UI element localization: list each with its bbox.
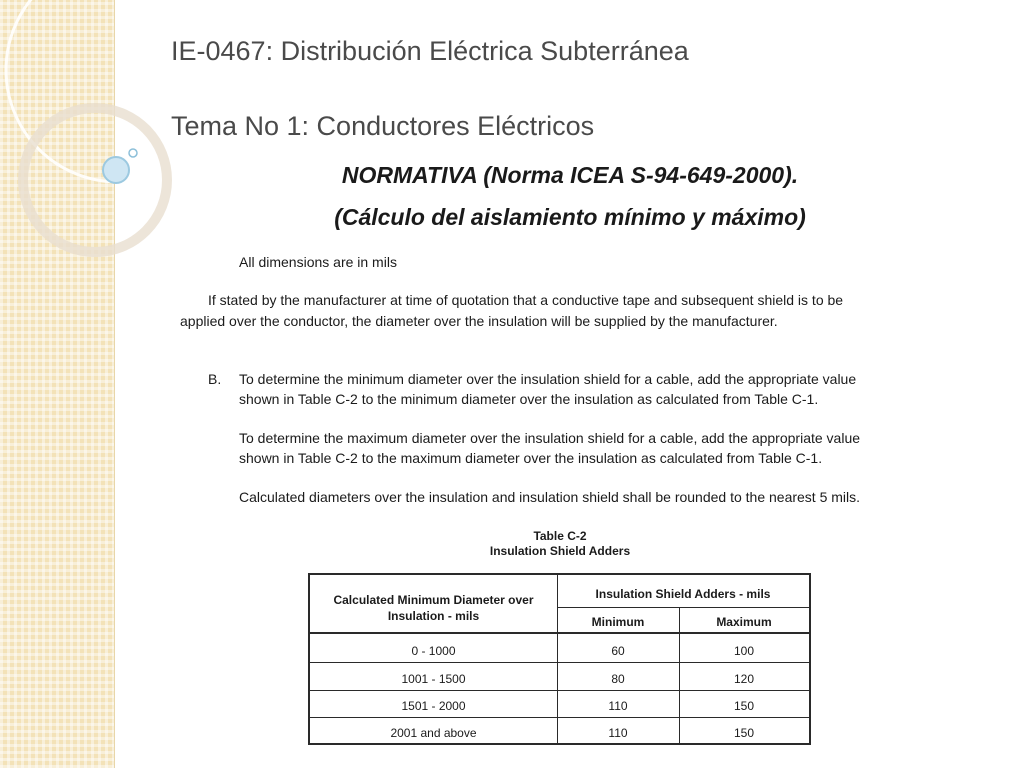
slide-title-course: IE-0467: Distribución Eléctrica Subterránea [171, 36, 689, 66]
table-caption-number: Table C-2 [533, 529, 587, 543]
cell-range: 1001 - 1500 [401, 672, 466, 686]
slide-title-topic: Tema No 1: Conductores Eléctricos [171, 111, 595, 141]
col-header-minimum: Minimum [591, 615, 645, 629]
cell-range: 0 - 1000 [411, 644, 456, 658]
col-header-maximum: Maximum [716, 615, 772, 629]
section-b-marker: B. [208, 371, 222, 387]
paragraph-b3: Calculated diameters over the insulation and insulation shield shall be rounded to the nearest 5 mils. [239, 489, 861, 505]
insulation-shield-adders-table [308, 573, 811, 745]
subtitle-calculo: (Cálculo del aislamiento mínimo y máximo) [334, 204, 806, 230]
paragraph-a-line2: applied over the conductor, the diameter over the insulation will be supplied by the manufacturer. [180, 313, 778, 329]
cell-minimum: 110 [608, 699, 628, 713]
cell-minimum: 60 [611, 644, 625, 658]
table-caption-title: Insulation Shield Adders [489, 544, 631, 558]
table-divider [557, 607, 809, 608]
cell-minimum: 110 [608, 726, 628, 740]
bubble-small-icon [129, 149, 137, 157]
all-dimensions-note: All dimensions are in mils [239, 254, 397, 270]
table-divider [310, 632, 809, 634]
cell-maximum: 120 [733, 672, 755, 686]
paragraph-b2-line1: To determine the maximum diameter over the insulation shield for a cable, add the appropriate value [239, 430, 861, 446]
cell-range: 1501 - 2000 [401, 699, 466, 713]
col-header-diameter-line1: Calculated Minimum Diameter over [333, 593, 534, 607]
col-header-diameter-line2: Insulation - mils [387, 609, 480, 623]
table-divider [310, 690, 809, 691]
paragraph-a-line1: If stated by the manufacturer at time of quotation that a conductive tape and subsequent shield is to be [208, 292, 844, 308]
cell-maximum: 150 [733, 699, 755, 713]
cell-range: 2001 and above [390, 726, 477, 740]
subtitle-normativa: NORMATIVA (Norma ICEA S-94-649-2000). [341, 162, 799, 188]
cell-maximum: 150 [733, 726, 755, 740]
group-header-adders: Insulation Shield Adders - mils [595, 587, 771, 601]
paragraph-b2-line2: shown in Table C-2 to the maximum diameter over the insulation as calculated from Table C-1. [239, 450, 823, 466]
paragraph-b1-line1: To determine the minimum diameter over the insulation shield for a cable, add the appropriate value [239, 371, 857, 387]
cell-minimum: 80 [611, 672, 625, 686]
table-divider [310, 662, 809, 663]
table-divider [310, 717, 809, 718]
paragraph-b1-line2: shown in Table C-2 to the minimum diameter over the insulation as calculated from Table C-1. [239, 391, 819, 407]
cell-maximum: 100 [733, 644, 755, 658]
